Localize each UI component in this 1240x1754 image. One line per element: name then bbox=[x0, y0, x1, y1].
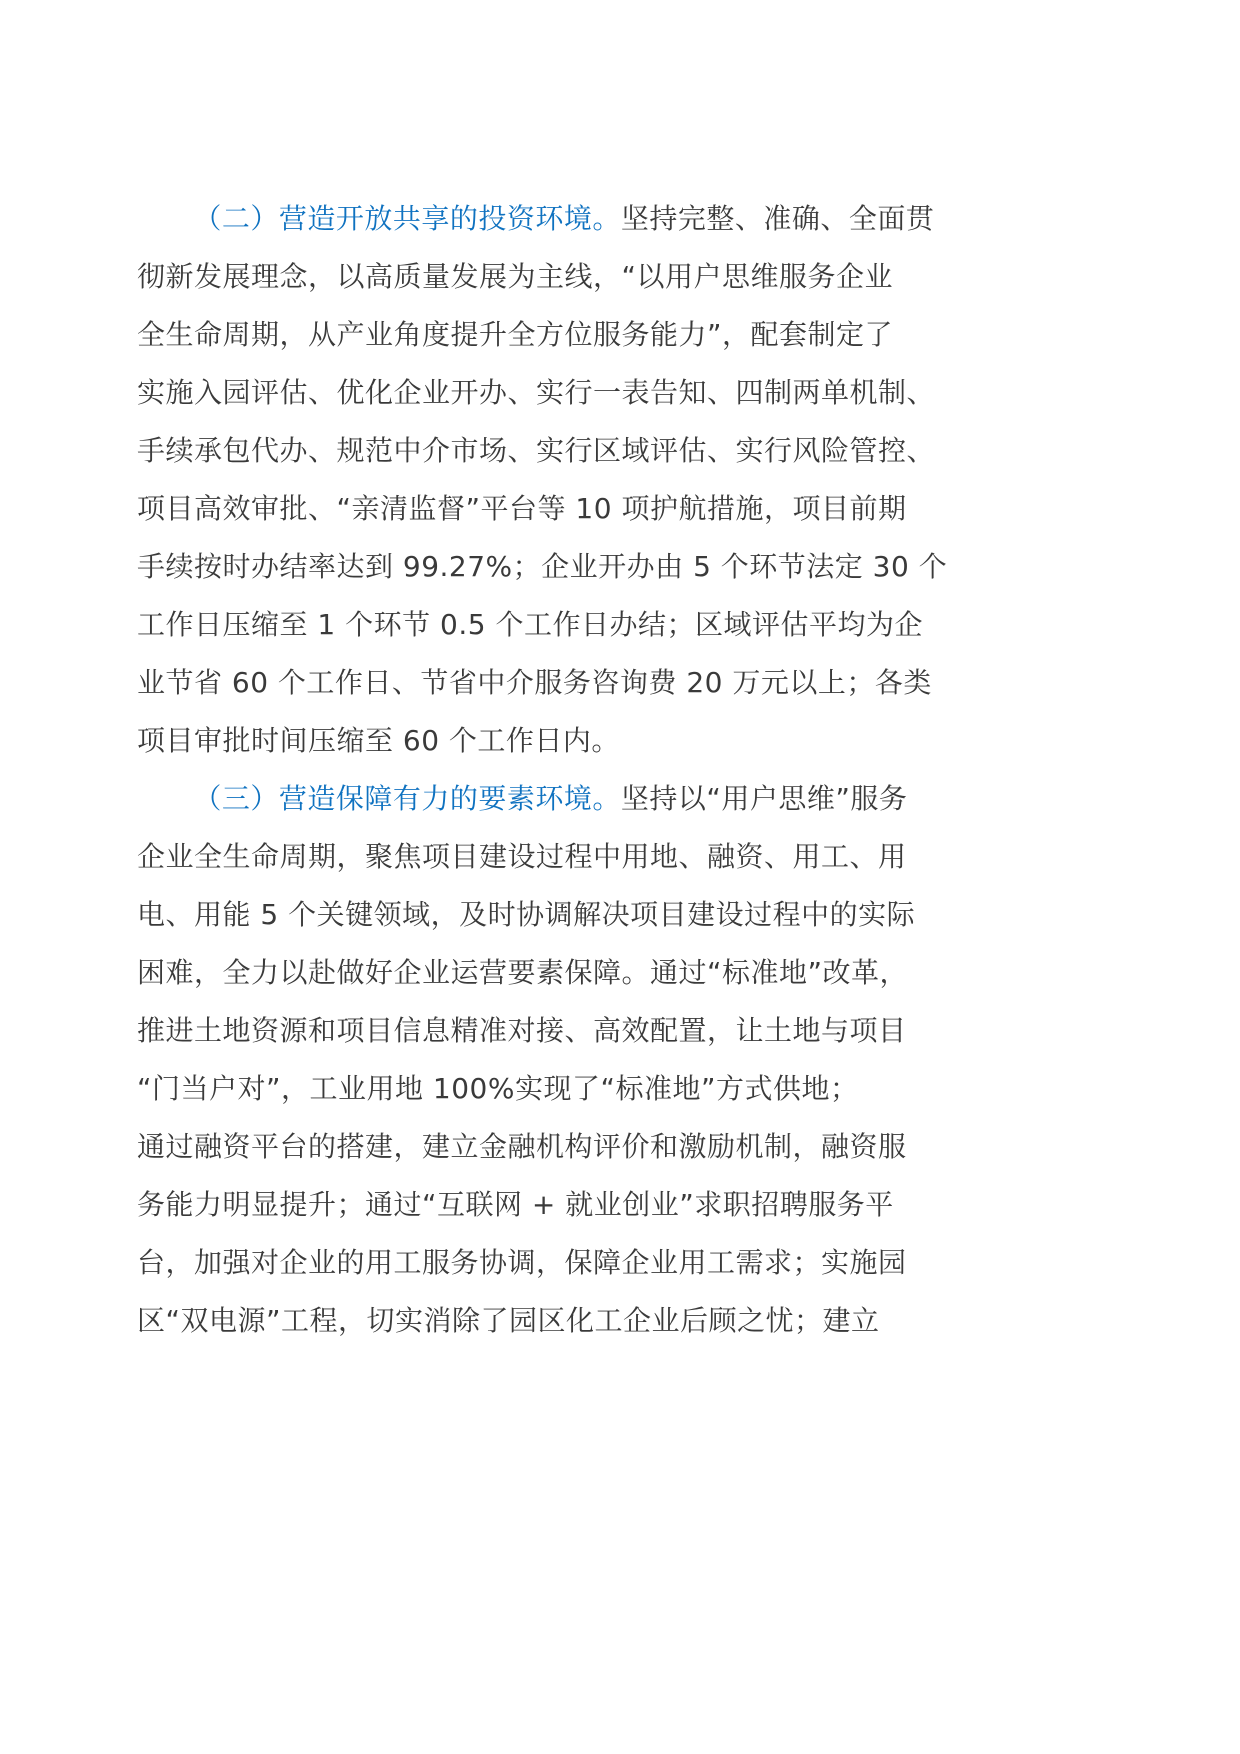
paragraph-line: 项目审批时间压缩至 60 个工作日内。 bbox=[137, 724, 620, 757]
paragraph-line: 实施入园评估、优化企业开办、实行一表告知、四制两单机制、 bbox=[137, 376, 936, 409]
paragraph-line: 手续承包代办、规范中介市场、实行区域评估、实行风险管控、 bbox=[137, 434, 936, 467]
paragraph-line: “门当户对”，工业用地 100%实现了“标准地”方式供地； bbox=[137, 1072, 859, 1105]
section-heading-investment: （二）营造开放共享的投资环境。 bbox=[193, 202, 621, 235]
paragraph-line: 业节省 60 个工作日、节省中介服务咨询费 20 万元以上；各类 bbox=[137, 666, 932, 699]
paragraph-investment-line-1 bbox=[137, 190, 977, 248]
paragraph-line: 企业全生命周期，聚焦项目建设过程中用地、融资、用工、用 bbox=[137, 840, 907, 873]
paragraph-line: 台，加强对企业的用工服务协调，保障企业用工需求；实施园 bbox=[137, 1246, 907, 1279]
paragraph-line: 区“双电源”工程，切实消除了园区化工企业后顾之忧；建立 bbox=[137, 1304, 880, 1337]
section-heading-factors: （三）营造保障有力的要素环境。 bbox=[193, 782, 621, 815]
paragraph-line: 工作日压缩至 1 个环节 0.5 个工作日办结；区域评估平均为企 bbox=[137, 608, 923, 641]
paragraph-line: 推进土地资源和项目信息精准对接、高效配置，让土地与项目 bbox=[137, 1014, 907, 1047]
paragraph-text: 坚持完整、准确、全面贯 bbox=[620, 202, 935, 235]
paragraph-line: 务能力明显提升；通过“互联网 + 就业创业”求职招聘服务平 bbox=[137, 1188, 894, 1221]
paragraph-line: 彻新发展理念，以高质量发展为主线，“以用户思维服务企业 bbox=[137, 260, 894, 293]
paragraph-line: 项目高效审批、“亲清监督”平台等 10 项护航措施，项目前期 bbox=[137, 492, 907, 525]
paragraph-line: 通过融资平台的搭建，建立金融机构评价和激励机制，融资服 bbox=[137, 1130, 907, 1163]
paragraph-line: 电、用能 5 个关键领域，及时协调解决项目建设过程中的实际 bbox=[137, 898, 916, 931]
paragraph-factors-line-1 bbox=[137, 770, 977, 828]
document-body bbox=[137, 190, 977, 1350]
paragraph-line: 手续按时办结率达到 99.27%；企业开办由 5 个环节法定 30 个 bbox=[137, 550, 948, 583]
paragraph-text: 坚持以“用户思维”服务 bbox=[620, 782, 908, 815]
paragraph-line: 困难，全力以赴做好企业运营要素保障。通过“标准地”改革， bbox=[137, 956, 909, 989]
paragraph-line: 全生命周期，从产业角度提升全方位服务能力”，配套制定了 bbox=[137, 318, 894, 351]
